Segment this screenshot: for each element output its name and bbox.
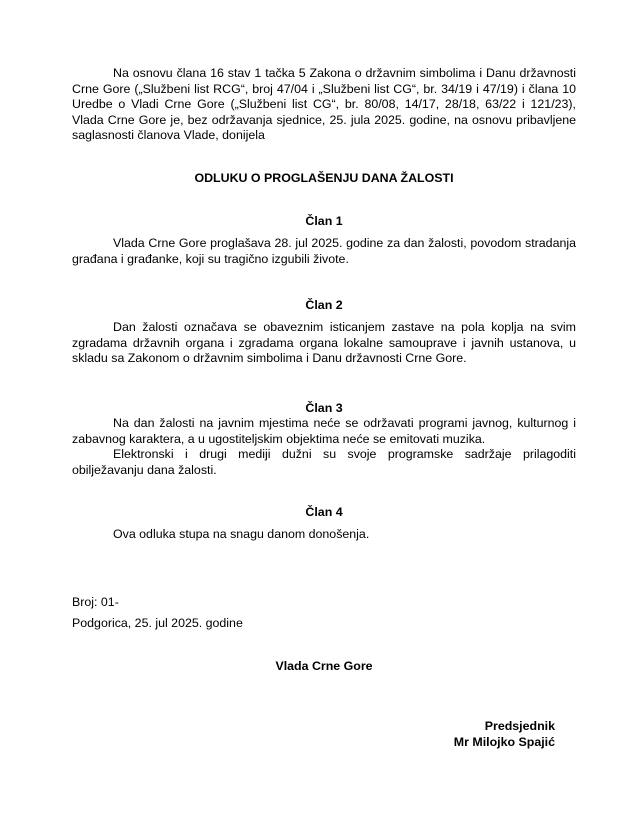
article-3-heading: Član 3 — [305, 401, 343, 415]
article-4-text: Ova odluka stupa na snagu danom donošenja. — [113, 527, 370, 541]
article-1-text: Vlada Crne Gore proglašava 28. jul 2025. godine za dan žalosti, povodom stradanja građana i građanke, koji su tragično izgubili živote. — [72, 236, 576, 266]
article-2-heading: Član 2 — [305, 298, 343, 312]
place-date: Podgorica, 25. jul 2025. godine — [72, 616, 243, 630]
document-number: Broj: 01- — [72, 595, 119, 609]
decision-title: ODLUKU O PROGLAŠENJU DANA ŽALOSTI — [194, 171, 454, 185]
article-3-text-1: Na dan žalosti na javnim mjestima neće se održavati programi javnog, kulturnog i zabavnog karaktera, a u ugostiteljskim objektima neće se emitovati muzika. — [72, 416, 576, 446]
preamble: Na osnovu člana 16 stav 1 tačka 5 Zakona o državnim simbolima i Danu državnosti Crne Gore („Službeni list RCG“, broj 47/04 i „Službeni list CG“, br. 34/19 i 47/19) i člana 10 Uredbe o Vladi Crne Gore („Službeni list CG“, br. 80/08, 14/17, 28/18, 63/22 i 121/23), Vlada Crne Gore je, bez održavanja sjednice, 25. jula 2025. godine, na osnovu pribavljene saglasnosti članova Vlade, donijela — [72, 66, 576, 143]
signatory-role: Predsjednik — [484, 719, 555, 733]
signatory-name: Mr Milojko Spajić — [453, 734, 555, 749]
article-2-text: Dan žalosti označava se obaveznim isticanjem zastave na pola koplja na svim zgradama državnih organa i zgradama organa lokalne samouprave i javnih ustanova, u skladu sa Zakonom o državnim simbolima i Danu državnosti Crne Gore. — [72, 320, 576, 366]
article-3-text-2: Elektronski i drugi mediji dužni su svoje programske sadržaje prilagoditi obilježavanju dana žalosti. — [72, 447, 576, 477]
article-1-heading: Član 1 — [305, 214, 343, 228]
signature-block — [454, 719, 555, 750]
article-4-heading: Član 4 — [305, 505, 343, 519]
issuer: Vlada Crne Gore — [275, 659, 373, 673]
